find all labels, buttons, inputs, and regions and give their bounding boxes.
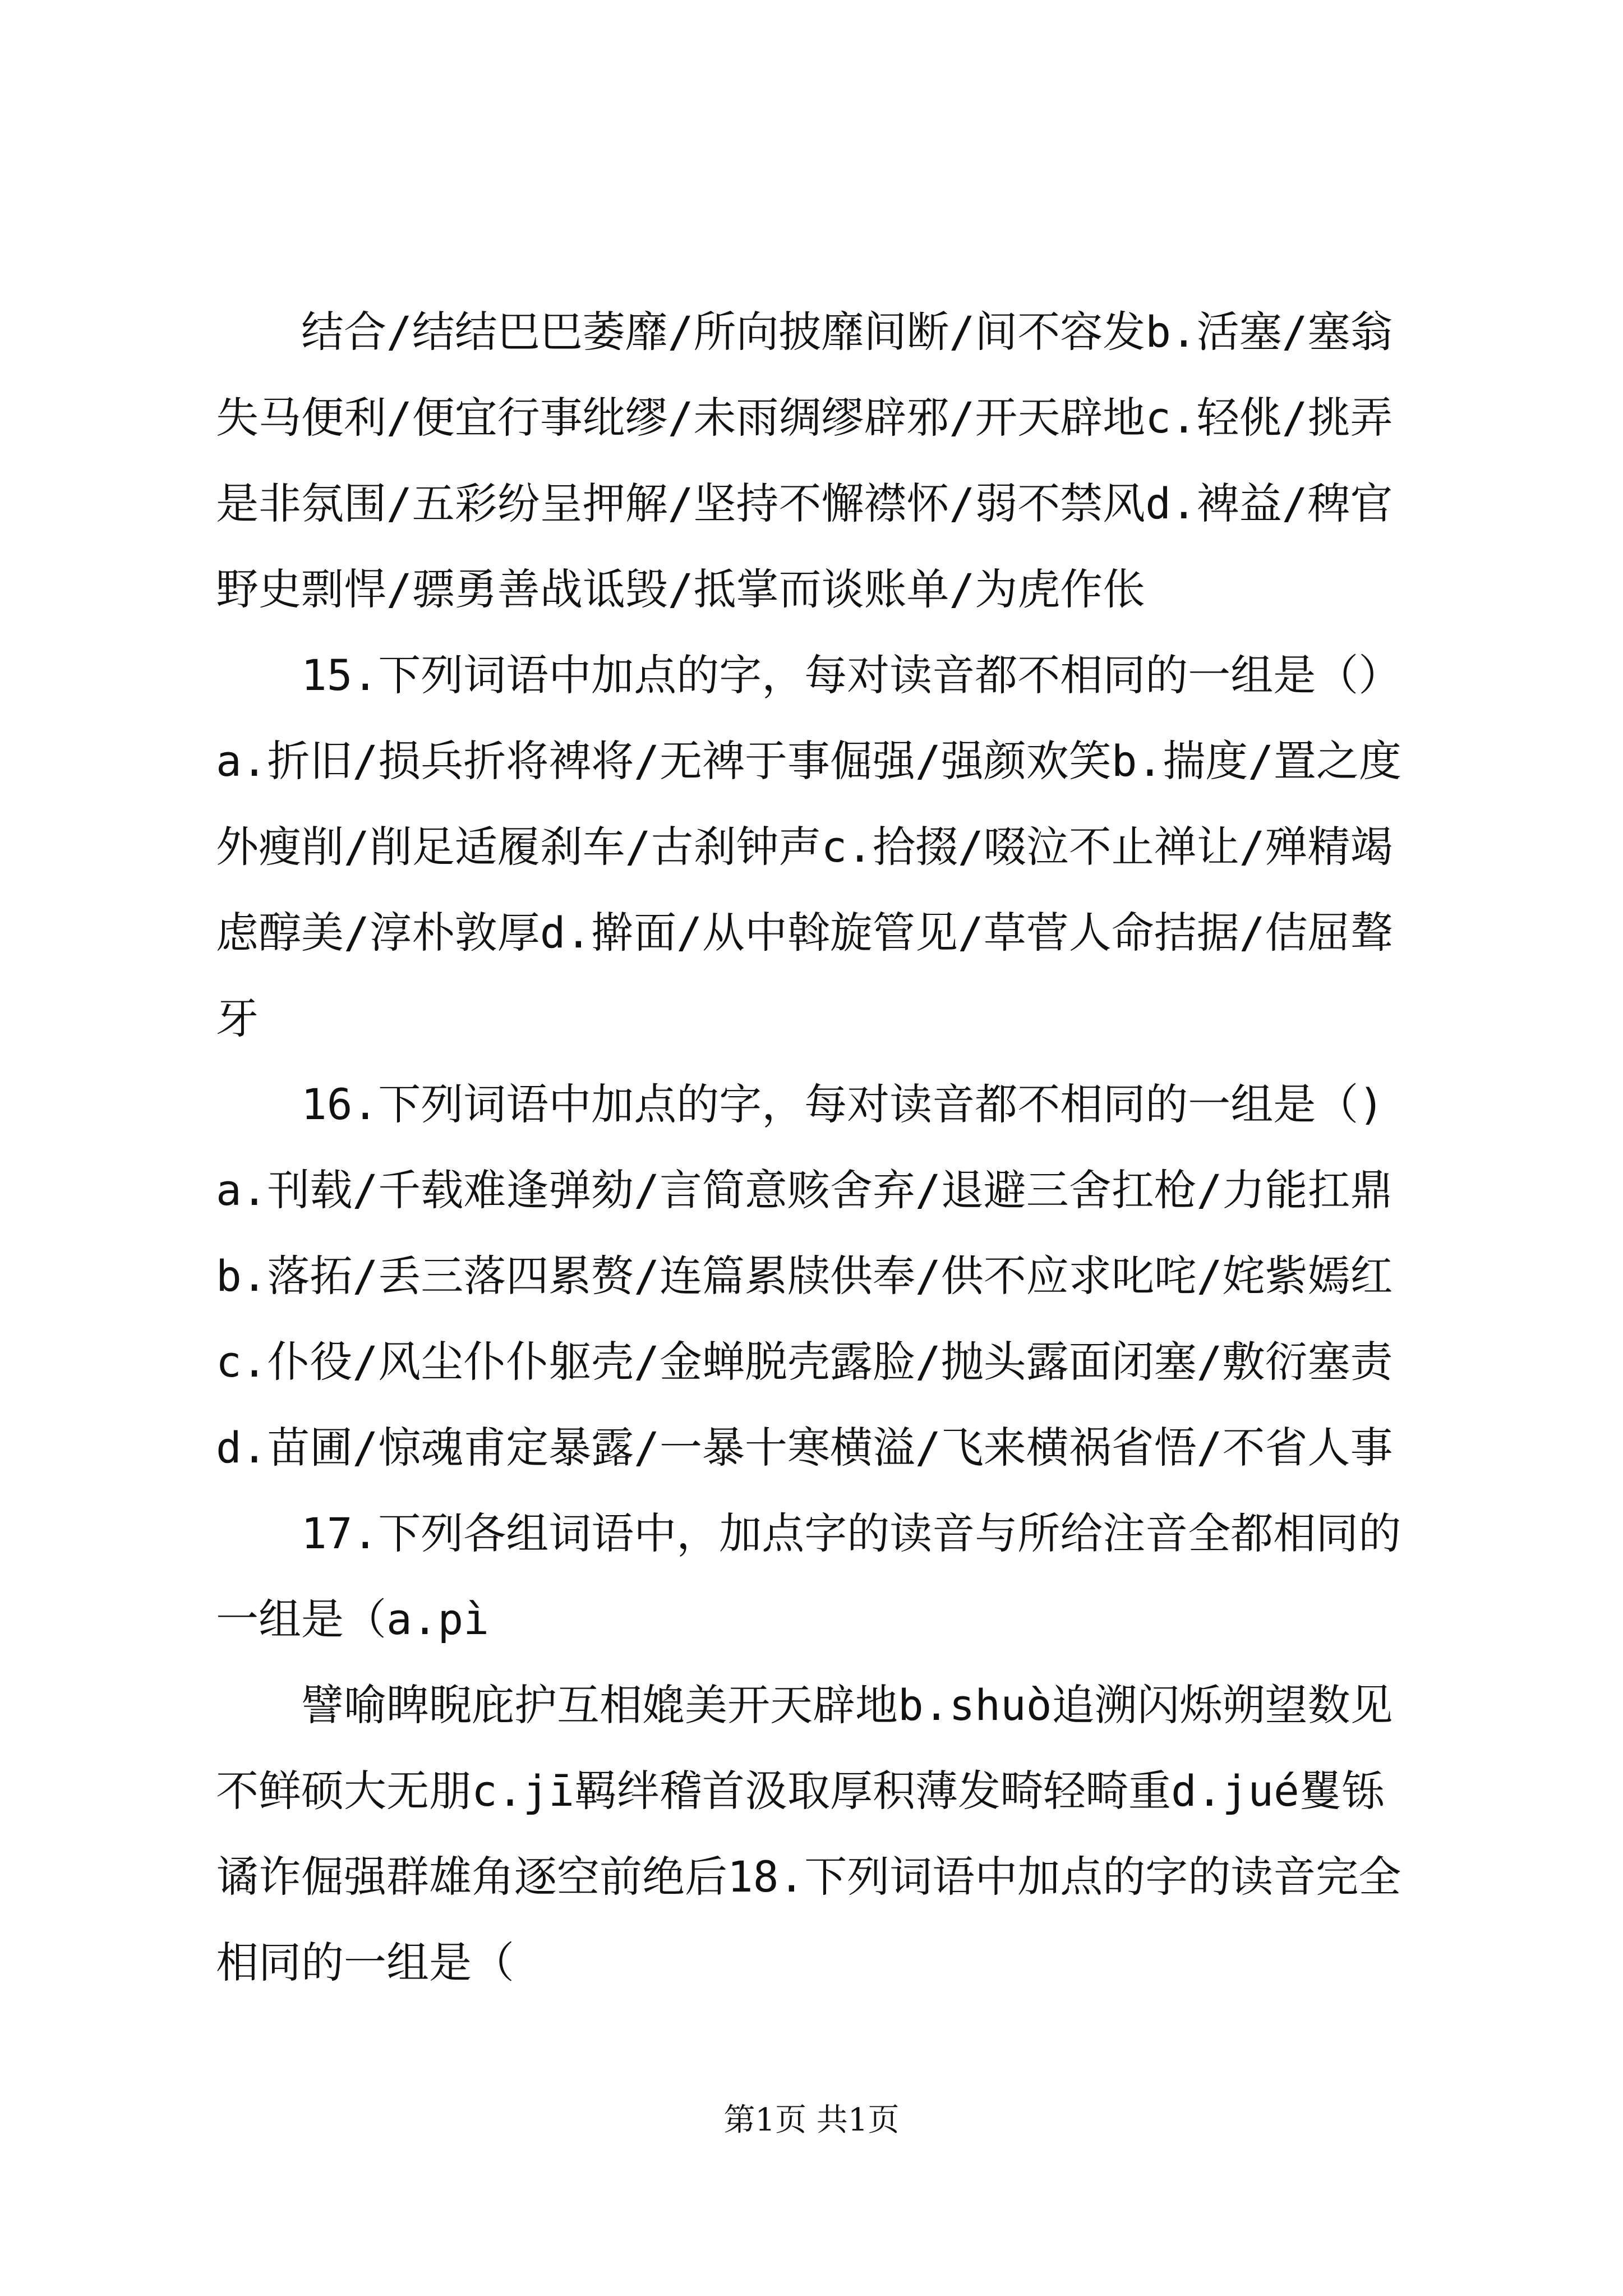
paragraph-question-17-options: 譬喻睥睨庇护互相媲美开天辟地b.shuò追溯闪烁朔望数见不鲜硕大无朋c.jī羁绊稽首汲取厚积薄发畸轻畸重d.jué矍铄谲诈倔强群雄角逐空前绝后18.下列词语中加点的字的读音完全相同的一组是（	[216, 1680, 1401, 1987]
paragraph-question-17: 17.下列各组词语中，加点字的读音与所给注音全都相同的一组是（a.pì	[216, 1508, 1401, 1644]
paragraph-question-16: 16.下列词语中加点的字，每对读音都不相同的一组是（)a.刊载/千载难逢弹劾/言简意赅舍弃/退避三舍扛枪/力能扛鼎b.落拓/丢三落四累赘/连篇累牍供奉/供不应求叱咤/姹紫嫣红c.仆役/风尘仆仆躯壳/金蝉脱壳露脸/抛头露面闭塞/敷衍塞责d.苗圃/惊魂甫定暴露/一暴十寒横溢/飞来横祸省悟/不省人事	[216, 1079, 1393, 1473]
document-body	[216, 289, 1416, 2005]
paragraph-1: 结合/结结巴巴萎靡/所向披靡间断/间不容发b.活塞/塞翁失马便利/便宜行事纰缪/未雨绸缪辟邪/开天辟地c.轻佻/挑弄是非氛围/五彩纷呈押解/坚持不懈襟怀/弱不禁风d.裨益/稗官野史剽悍/骠勇善战诋毁/抵掌而谈账单/为虎作伥	[216, 307, 1393, 614]
paragraph-question-15: 15.下列词语中加点的字，每对读音都不相同的一组是（）a.折旧/损兵折将裨将/无裨于事倔强/强颜欢笑b.揣度/置之度外瘦削/削足适履刹车/古刹钟声c.拾掇/啜泣不止禅让/殚精竭虑醇美/淳朴敦厚d.擀面/从中斡旋管见/草菅人命拮据/佶屈聱牙	[216, 650, 1402, 1043]
page-footer: 第1页 共1页	[723, 2102, 900, 2138]
